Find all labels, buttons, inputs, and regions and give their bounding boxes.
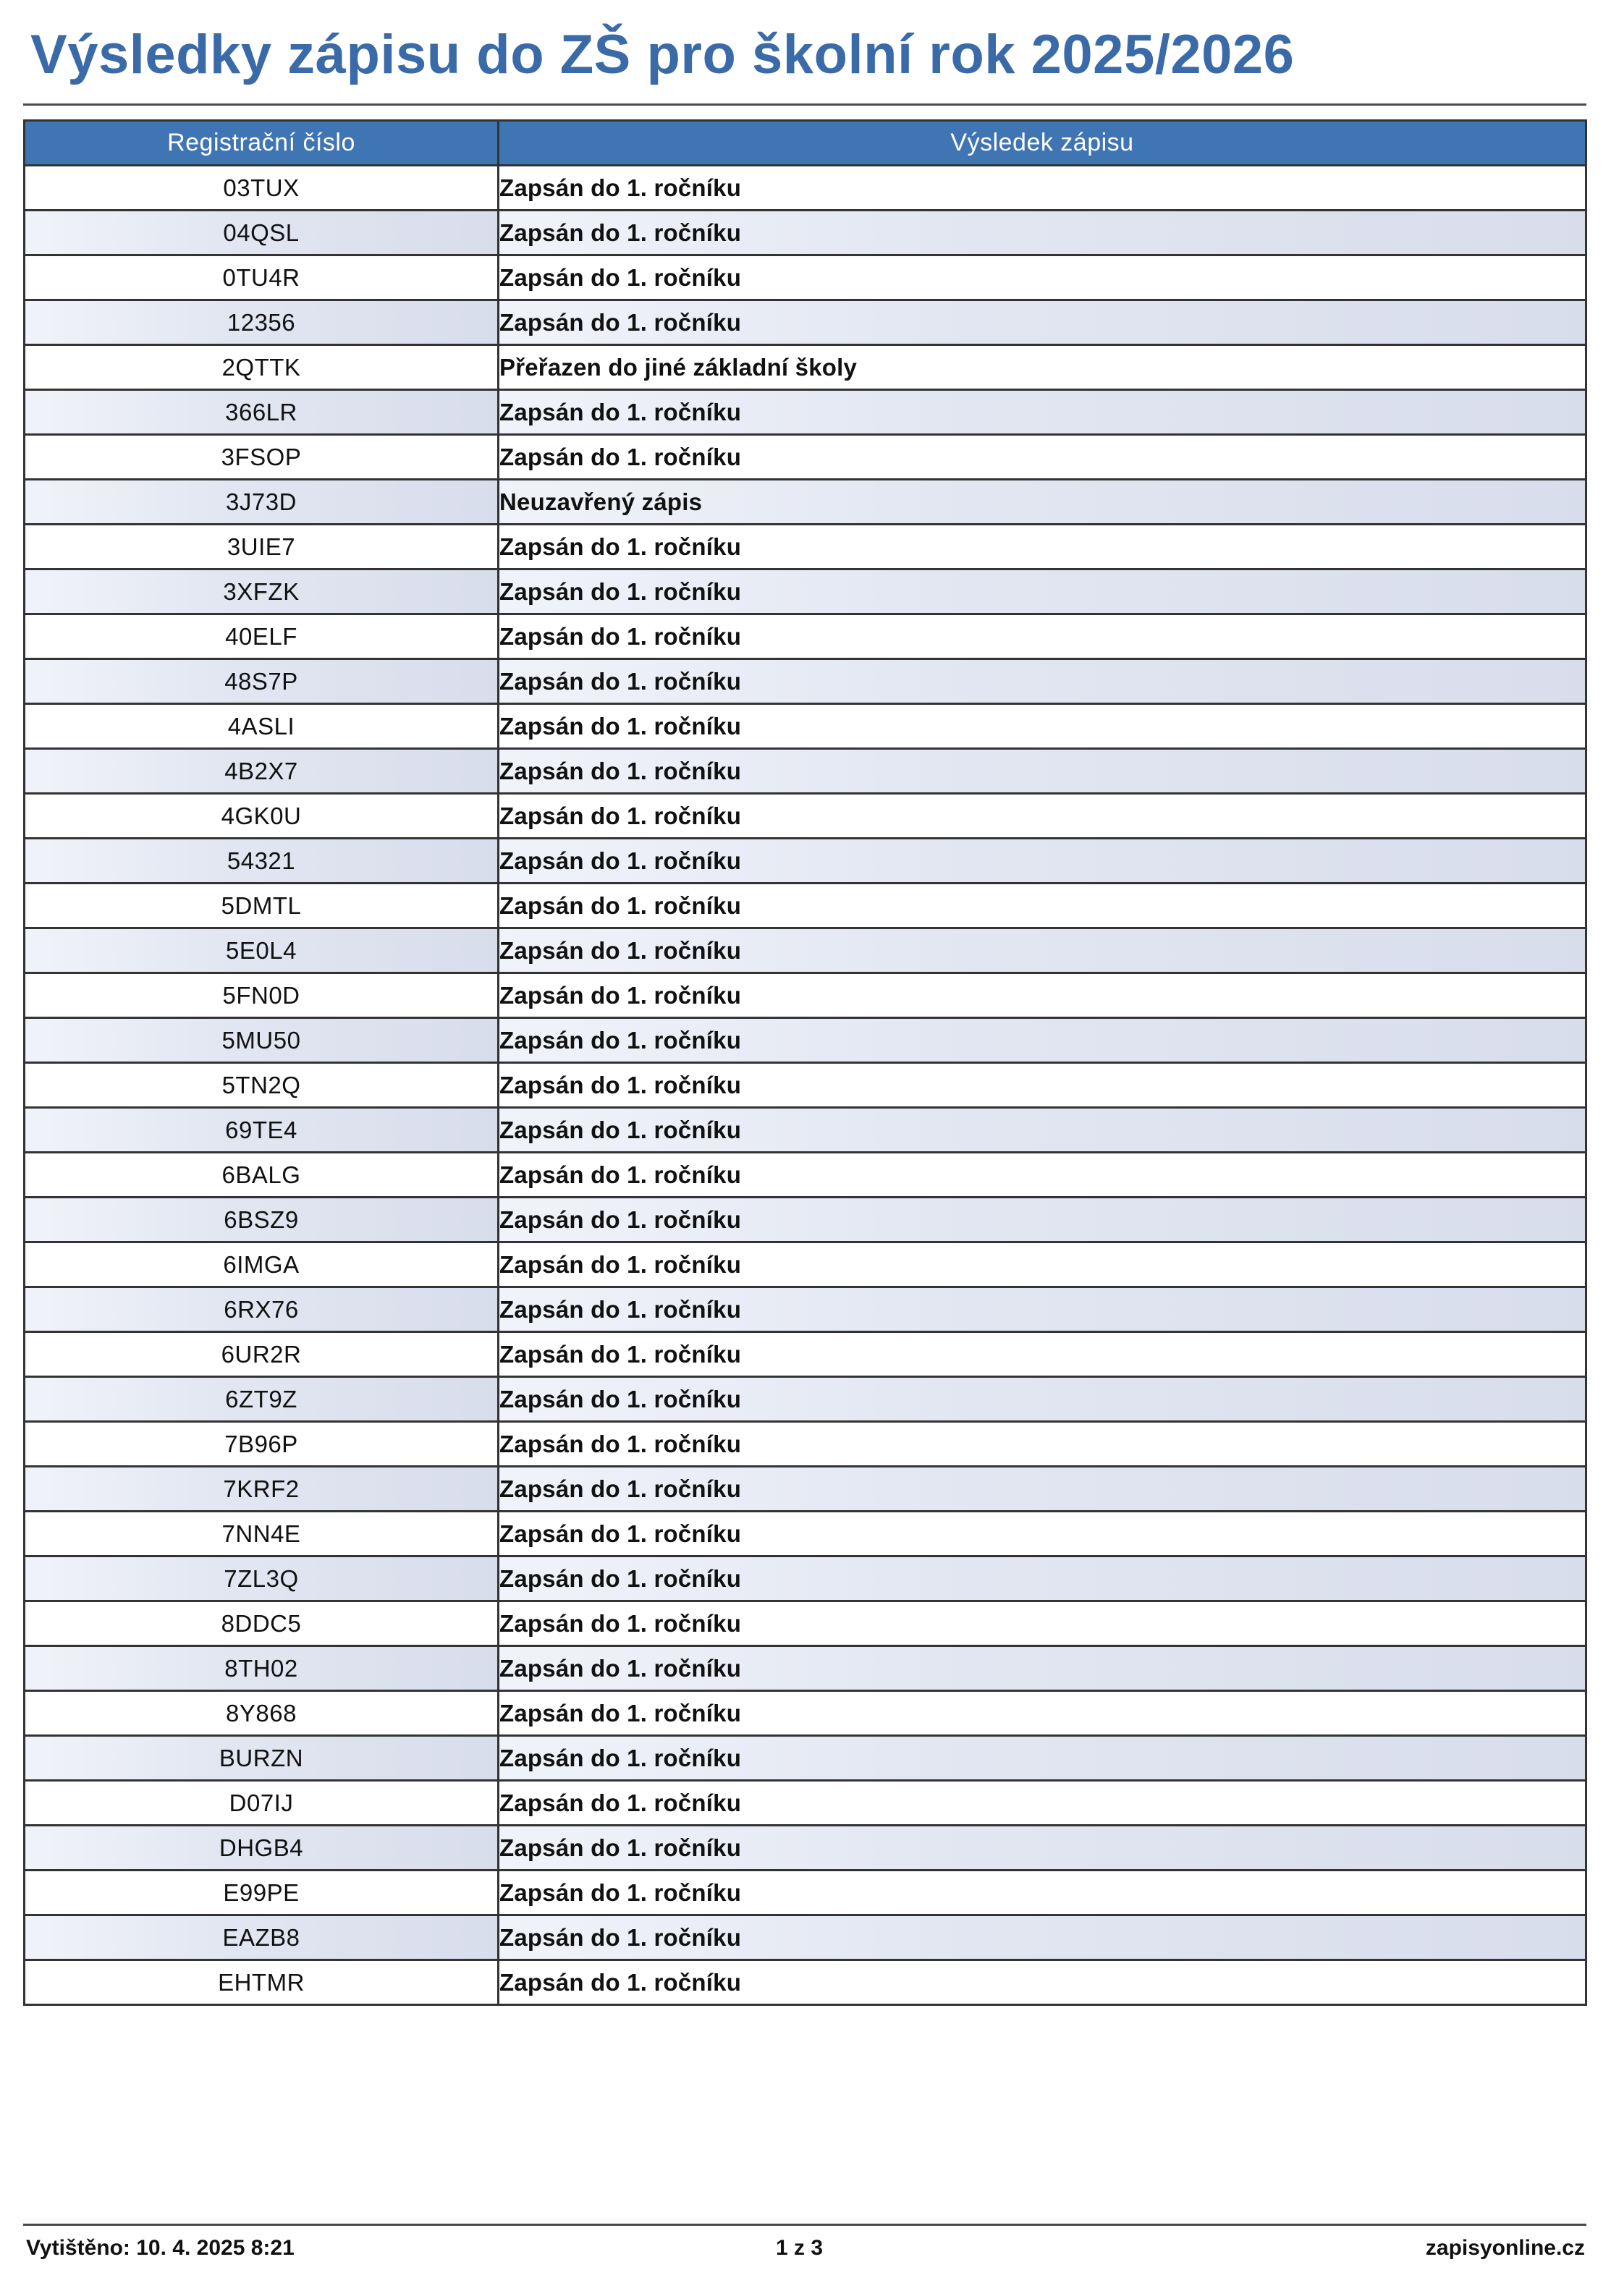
enrollment-result-cell: Zapsán do 1. ročníku: [499, 973, 1586, 1018]
table-row: [25, 794, 1586, 839]
enrollment-result-cell: Zapsán do 1. ročníku: [499, 1556, 1586, 1601]
registration-number-cell: DHGB4: [25, 1826, 499, 1871]
registration-number-cell: 6BSZ9: [25, 1198, 499, 1242]
registration-number-cell: 4GK0U: [25, 794, 499, 839]
table-row: [25, 390, 1586, 435]
enrollment-result-cell: Zapsán do 1. ročníku: [499, 166, 1586, 211]
table-row: [25, 1422, 1586, 1467]
enrollment-result-cell: Neuzavřený zápis: [499, 480, 1586, 525]
table-row: [25, 435, 1586, 480]
registration-number-cell: 40ELF: [25, 614, 499, 659]
page-title: Výsledky zápisu do ZŠ pro školní rok 2025/2026: [30, 24, 1295, 85]
registration-number-cell: 7ZL3Q: [25, 1556, 499, 1601]
header-row: [25, 121, 1586, 166]
enrollment-result-cell: Zapsán do 1. ročníku: [499, 390, 1586, 435]
table-row: [25, 1198, 1586, 1242]
enrollment-result-cell: Zapsán do 1. ročníku: [499, 1287, 1586, 1332]
table-row: [25, 1332, 1586, 1377]
registration-number-cell: 3XFZK: [25, 569, 499, 614]
registration-number-cell: 54321: [25, 839, 499, 884]
table-row: [25, 1063, 1586, 1108]
table-row: [25, 480, 1586, 525]
table-row: [25, 1018, 1586, 1063]
enrollment-result-cell: Zapsán do 1. ročníku: [499, 1467, 1586, 1512]
table-row: [25, 569, 1586, 614]
registration-number-cell: E99PE: [25, 1871, 499, 1915]
registration-number-cell: 366LR: [25, 390, 499, 435]
enrollment-result-cell: Zapsán do 1. ročníku: [499, 1781, 1586, 1826]
registration-number-cell: 8DDC5: [25, 1601, 499, 1646]
table-row: [25, 1915, 1586, 1960]
table-row: [25, 1781, 1586, 1826]
table-row: [25, 884, 1586, 928]
registration-number-cell: EHTMR: [25, 1960, 499, 2005]
registration-number-cell: 5MU50: [25, 1018, 499, 1063]
registration-number-cell: EAZB8: [25, 1915, 499, 1960]
table-row: [25, 928, 1586, 973]
enrollment-result-cell: Zapsán do 1. ročníku: [499, 1377, 1586, 1422]
table-row: [25, 1287, 1586, 1332]
table-row: [25, 1960, 1586, 2005]
table-row: [25, 749, 1586, 794]
table-row: [25, 211, 1586, 255]
title-divider: [23, 103, 1586, 106]
registration-number-cell: 7B96P: [25, 1422, 499, 1467]
enrollment-result-cell: Zapsán do 1. ročníku: [499, 569, 1586, 614]
enrollment-result-cell: Zapsán do 1. ročníku: [499, 1960, 1586, 2005]
table-row: [25, 839, 1586, 884]
registration-number-cell: 8Y868: [25, 1691, 499, 1736]
registration-number-cell: 3FSOP: [25, 435, 499, 480]
registration-number-cell: 6ZT9Z: [25, 1377, 499, 1422]
enrollment-result-cell: Zapsán do 1. ročníku: [499, 1512, 1586, 1556]
table-row: [25, 1153, 1586, 1198]
registration-number-cell: 48S7P: [25, 659, 499, 704]
enrollment-result-cell: Zapsán do 1. ročníku: [499, 1646, 1586, 1691]
registration-number-cell: 7KRF2: [25, 1467, 499, 1512]
enrollment-result-cell: Zapsán do 1. ročníku: [499, 1153, 1586, 1198]
enrollment-result-cell: Zapsán do 1. ročníku: [499, 659, 1586, 704]
table-row: [25, 1691, 1586, 1736]
table-row: [25, 1377, 1586, 1422]
registration-number-cell: 7NN4E: [25, 1512, 499, 1556]
site-name: zapisyonline.cz: [1425, 2236, 1585, 2260]
table-row: [25, 1512, 1586, 1556]
table-row: [25, 1871, 1586, 1915]
registration-number-cell: 5FN0D: [25, 973, 499, 1018]
registration-number-cell: 5DMTL: [25, 884, 499, 928]
registration-number-cell: 6UR2R: [25, 1332, 499, 1377]
registration-number-cell: 3J73D: [25, 480, 499, 525]
registration-number-cell: 04QSL: [25, 211, 499, 255]
table-header: [25, 121, 1586, 166]
enrollment-result-cell: Zapsán do 1. ročníku: [499, 1422, 1586, 1467]
enrollment-result-cell: Zapsán do 1. ročníku: [499, 1691, 1586, 1736]
enrollment-result-cell: Zapsán do 1. ročníku: [499, 1108, 1586, 1153]
registration-number-cell: 03TUX: [25, 166, 499, 211]
enrollment-result-cell: Zapsán do 1. ročníku: [499, 839, 1586, 884]
header-enrollment-result: Výsledek zápisu: [499, 121, 1586, 166]
table-row: [25, 525, 1586, 569]
page-number: 1 z 3: [776, 2236, 824, 2260]
table-row: [25, 345, 1586, 390]
table-row: [25, 1242, 1586, 1287]
registration-number-cell: 8TH02: [25, 1646, 499, 1691]
table-row: [25, 704, 1586, 749]
enrollment-result-cell: Zapsán do 1. ročníku: [499, 1242, 1586, 1287]
enrollment-result-cell: Zapsán do 1. ročníku: [499, 928, 1586, 973]
registration-number-cell: 5TN2Q: [25, 1063, 499, 1108]
enrollment-result-cell: Přeřazen do jiné základní školy: [499, 345, 1586, 390]
table-row: [25, 1826, 1586, 1871]
registration-number-cell: BURZN: [25, 1736, 499, 1781]
enrollment-result-cell: Zapsán do 1. ročníku: [499, 614, 1586, 659]
registration-number-cell: 3UIE7: [25, 525, 499, 569]
registration-number-cell: 6RX76: [25, 1287, 499, 1332]
enrollment-result-cell: Zapsán do 1. ročníku: [499, 1198, 1586, 1242]
registration-number-cell: 4B2X7: [25, 749, 499, 794]
table-row: [25, 1646, 1586, 1691]
enrollment-result-cell: Zapsán do 1. ročníku: [499, 884, 1586, 928]
registration-number-cell: 2QTTK: [25, 345, 499, 390]
table-row: [25, 973, 1586, 1018]
enrollment-result-cell: Zapsán do 1. ročníku: [499, 749, 1586, 794]
registration-number-cell: 6IMGA: [25, 1242, 499, 1287]
table-row: [25, 614, 1586, 659]
table-row: [25, 1601, 1586, 1646]
table-body: [25, 166, 1586, 2005]
enrollment-result-cell: Zapsán do 1. ročníku: [499, 435, 1586, 480]
table-row: [25, 1736, 1586, 1781]
enrollment-result-cell: Zapsán do 1. ročníku: [499, 1915, 1586, 1960]
enrollment-result-cell: Zapsán do 1. ročníku: [499, 1018, 1586, 1063]
table-row: [25, 255, 1586, 300]
registration-number-cell: 4ASLI: [25, 704, 499, 749]
registration-number-cell: 69TE4: [25, 1108, 499, 1153]
enrollment-result-cell: Zapsán do 1. ročníku: [499, 1826, 1586, 1871]
table-row: [25, 166, 1586, 211]
registration-number-cell: 6BALG: [25, 1153, 499, 1198]
table-row: [25, 1108, 1586, 1153]
results-table: [23, 119, 1587, 2006]
table-row: [25, 659, 1586, 704]
table-row: [25, 1467, 1586, 1512]
printed-timestamp: Vytištěno: 10. 4. 2025 8:21: [26, 2236, 295, 2260]
table-row: [25, 300, 1586, 345]
header-registration-number: Registrační číslo: [25, 121, 499, 166]
enrollment-result-cell: Zapsán do 1. ročníku: [499, 211, 1586, 255]
enrollment-result-cell: Zapsán do 1. ročníku: [499, 1871, 1586, 1915]
enrollment-result-cell: Zapsán do 1. ročníku: [499, 255, 1586, 300]
enrollment-result-cell: Zapsán do 1. ročníku: [499, 300, 1586, 345]
enrollment-result-cell: Zapsán do 1. ročníku: [499, 1063, 1586, 1108]
registration-number-cell: D07IJ: [25, 1781, 499, 1826]
registration-number-cell: 5E0L4: [25, 928, 499, 973]
registration-number-cell: 0TU4R: [25, 255, 499, 300]
enrollment-result-cell: Zapsán do 1. ročníku: [499, 1736, 1586, 1781]
enrollment-result-cell: Zapsán do 1. ročníku: [499, 794, 1586, 839]
enrollment-result-cell: Zapsán do 1. ročníku: [499, 1332, 1586, 1377]
footer-divider: [23, 2224, 1586, 2226]
registration-number-cell: 12356: [25, 300, 499, 345]
table-row: [25, 1556, 1586, 1601]
enrollment-result-cell: Zapsán do 1. ročníku: [499, 1601, 1586, 1646]
enrollment-result-cell: Zapsán do 1. ročníku: [499, 704, 1586, 749]
enrollment-result-cell: Zapsán do 1. ročníku: [499, 525, 1586, 569]
